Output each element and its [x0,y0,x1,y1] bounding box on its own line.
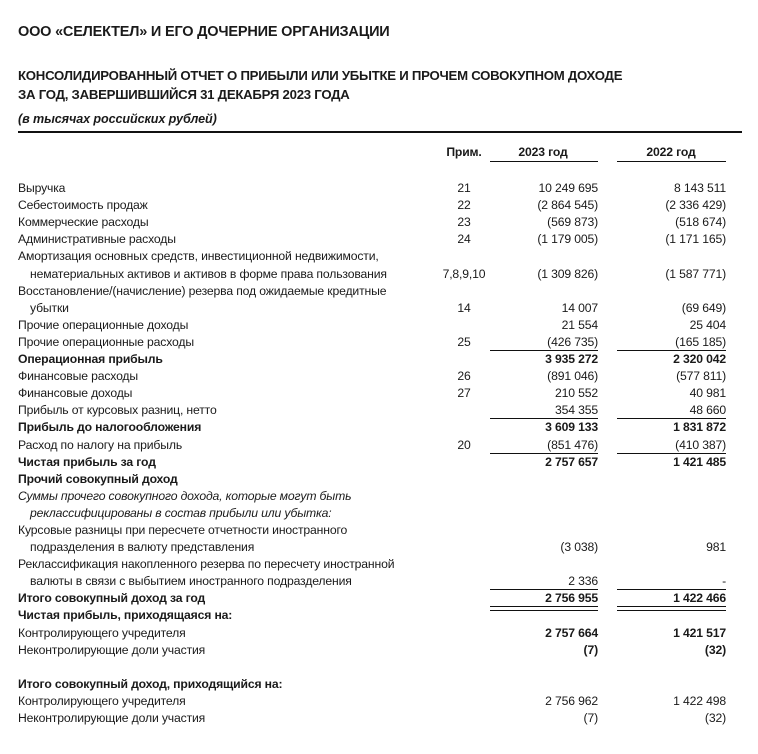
table-row [0,710,758,727]
row-value-2022: (1 171 165) [665,232,726,247]
row-value-2022: 1 421 517 [673,625,726,640]
row-value-2023: 21 554 [561,317,598,332]
report-title [18,66,622,104]
table-row [0,231,758,248]
row-value-2023: (1 179 005) [537,232,598,247]
row-label: Чистая прибыль, приходящаяся на: [18,608,233,623]
table-row [0,180,758,197]
row-value-2022: (165 185) [675,334,726,349]
table-row [0,334,758,351]
table-row [0,454,758,471]
row-note-reference: 27 [457,386,471,401]
column-header-note: Прим. [446,145,482,159]
table-row [0,197,758,214]
row-value-2022: 2 320 042 [673,352,726,367]
table-row [0,676,758,693]
row-value-2022: (577 811) [676,369,726,384]
table-row [0,351,758,368]
report-title-line-2: ЗА ГОД, ЗАВЕРШИВШИЙСЯ 31 ДЕКАБРЯ 2023 ГОДА [18,87,350,102]
row-label: Итого совокупный доход за год [18,591,206,606]
row-note-reference: 23 [457,215,471,230]
row-value-2023: 3 935 272 [545,352,598,367]
column-header-2023: 2023 год [518,145,568,159]
column-header-2022: 2022 год [646,145,696,159]
row-value-2023: 2 336 [568,574,598,589]
row-value-2023: 2 757 664 [545,625,598,640]
column-header-underline-2022 [617,161,726,162]
table-row [0,642,758,659]
row-note-reference: 22 [457,198,471,213]
row-label: Восстановление/(начисление) резерва под ожидаемые кредитные [18,283,387,298]
header-divider-rule [18,131,742,133]
row-value-2023: 2 757 657 [545,454,598,469]
row-value-2023: (426 735) [547,334,598,349]
row-value-2023: (7) [583,711,598,725]
income-statement-table [0,144,758,727]
row-value-2023: (7) [583,642,598,657]
row-label: Контролирующего учредителя [18,693,186,708]
table-row [0,385,758,402]
row-value-2022: 25 404 [689,317,726,332]
row-note-reference: 26 [457,369,471,384]
table-row [0,505,758,522]
row-label: Неконтролирующие доли участия [18,711,206,725]
header-body-spacer [0,163,758,180]
row-value-2023: 2 756 962 [545,693,598,708]
row-label: Неконтролирующие доли участия [18,642,206,657]
row-label: реклассифицированы в состав прибыли или убытка: [30,505,332,520]
table-row [0,556,758,573]
row-label: убытки [30,300,69,315]
row-label: Суммы прочего совокупного дохода, которые могут быть [18,488,352,503]
table-row [0,266,758,283]
row-label: Прочие операционные доходы [18,317,189,332]
table-row [0,659,758,676]
row-value-2023: (569 873) [547,215,598,230]
row-value-2022: 8 143 511 [674,181,726,196]
row-label: Финансовые расходы [18,369,139,384]
row-label: Прочий совокупный доход [18,471,178,486]
row-value-2022: 1 422 466 [673,591,726,606]
row-value-2023: 2 756 955 [545,591,598,606]
table-body [0,180,758,727]
units-of-measure: (в тысячах российских рублей) [18,112,217,126]
row-value-2023: 354 355 [554,403,598,418]
row-value-2022: (32) [704,642,726,657]
table-row [0,471,758,488]
row-value-2023: (891 046) [547,369,598,384]
row-label: Коммерческие расходы [18,215,149,230]
company-title: ООО «СЕЛЕКТЕЛ» И ЕГО ДОЧЕРНИЕ ОРГАНИЗАЦИИ [18,24,390,40]
row-value-2022: 1 831 872 [673,420,726,435]
row-value-2023: 14 007 [561,300,598,315]
row-value-2022: - [722,574,726,589]
row-value-2022: (518 674) [675,215,726,230]
row-label: нематериальных активов и активов в форме права пользования [30,266,387,281]
row-label: Себестоимость продаж [18,198,148,213]
table-row [0,402,758,419]
row-note-reference: 25 [457,334,471,349]
row-value-2022: 981 [706,540,726,555]
row-value-2022: (32) [704,711,726,725]
row-label: подразделения в валюту представления [30,540,255,555]
table-row [0,300,758,317]
report-title-line-1: КОНСОЛИДИРОВАННЫЙ ОТЧЕТ О ПРИБЫЛИ ИЛИ УБЫТКЕ И ПРОЧЕМ СОВОКУПНОМ ДОХОДЕ [18,68,623,83]
row-label: Выручка [18,181,66,196]
row-label: Амортизация основных средств, инвестиционной недвижимости, [18,249,379,264]
table-row [0,437,758,454]
row-value-2022: (1 587 771) [665,266,726,281]
row-label: Курсовые разницы при пересчете отчетности иностранного [18,522,348,537]
row-label: Финансовые доходы [18,386,133,401]
row-note-reference: 24 [457,232,471,247]
row-value-2023: (3 038) [560,540,598,555]
table-row [0,573,758,590]
row-label: Операционная прибыль [18,352,163,367]
row-value-2023: 210 552 [554,386,598,401]
table-row [0,248,758,265]
row-label: Административные расходы [18,232,176,247]
row-note-reference: 7,8,9,10 [442,266,486,281]
table-header-row [0,144,758,163]
column-header-underline-2023 [490,161,598,162]
row-value-2022: 40 981 [689,386,726,401]
row-label: Прибыль от курсовых разниц, нетто [18,403,217,418]
row-value-2023: (2 864 545) [537,198,598,213]
table-row [0,214,758,231]
row-label: Контролирующего учредителя [18,625,186,640]
row-value-2023: 3 609 133 [545,420,598,435]
row-value-2023: 10 249 695 [538,181,598,196]
table-row [0,539,758,556]
row-value-2022: 48 660 [689,403,726,418]
row-note-reference: 21 [457,181,471,196]
table-row [0,590,758,607]
row-label: Реклассификация накопленного резерва по пересчету иностранной [18,557,395,572]
row-value-2022: (2 336 429) [665,198,726,213]
row-label: Расход по налогу на прибыль [18,437,183,452]
table-row [0,625,758,642]
table-row [0,419,758,436]
table-row [0,283,758,300]
row-value-2023: (851 476) [547,437,598,452]
row-value-2022: 1 422 498 [673,693,726,708]
row-label: валюты в связи с выбытием иностранного подразделения [30,574,352,589]
row-label: Чистая прибыль за год [18,454,156,469]
row-value-2022: 1 421 485 [673,454,726,469]
row-value-2023: (1 309 826) [537,266,598,281]
row-value-2022: (69 649) [681,300,726,315]
row-value-2022: (410 387) [675,437,726,452]
table-row [0,317,758,334]
table-row [0,488,758,505]
row-label: Прибыль до налогообложения [18,420,202,435]
row-label: Итого совокупный доход, приходящийся на: [18,676,283,691]
row-note-reference: 20 [457,437,471,452]
row-label: Прочие операционные расходы [18,334,194,349]
table-row [0,522,758,539]
row-note-reference: 14 [457,300,471,315]
table-row [0,607,758,624]
table-row [0,368,758,385]
table-row [0,693,758,710]
